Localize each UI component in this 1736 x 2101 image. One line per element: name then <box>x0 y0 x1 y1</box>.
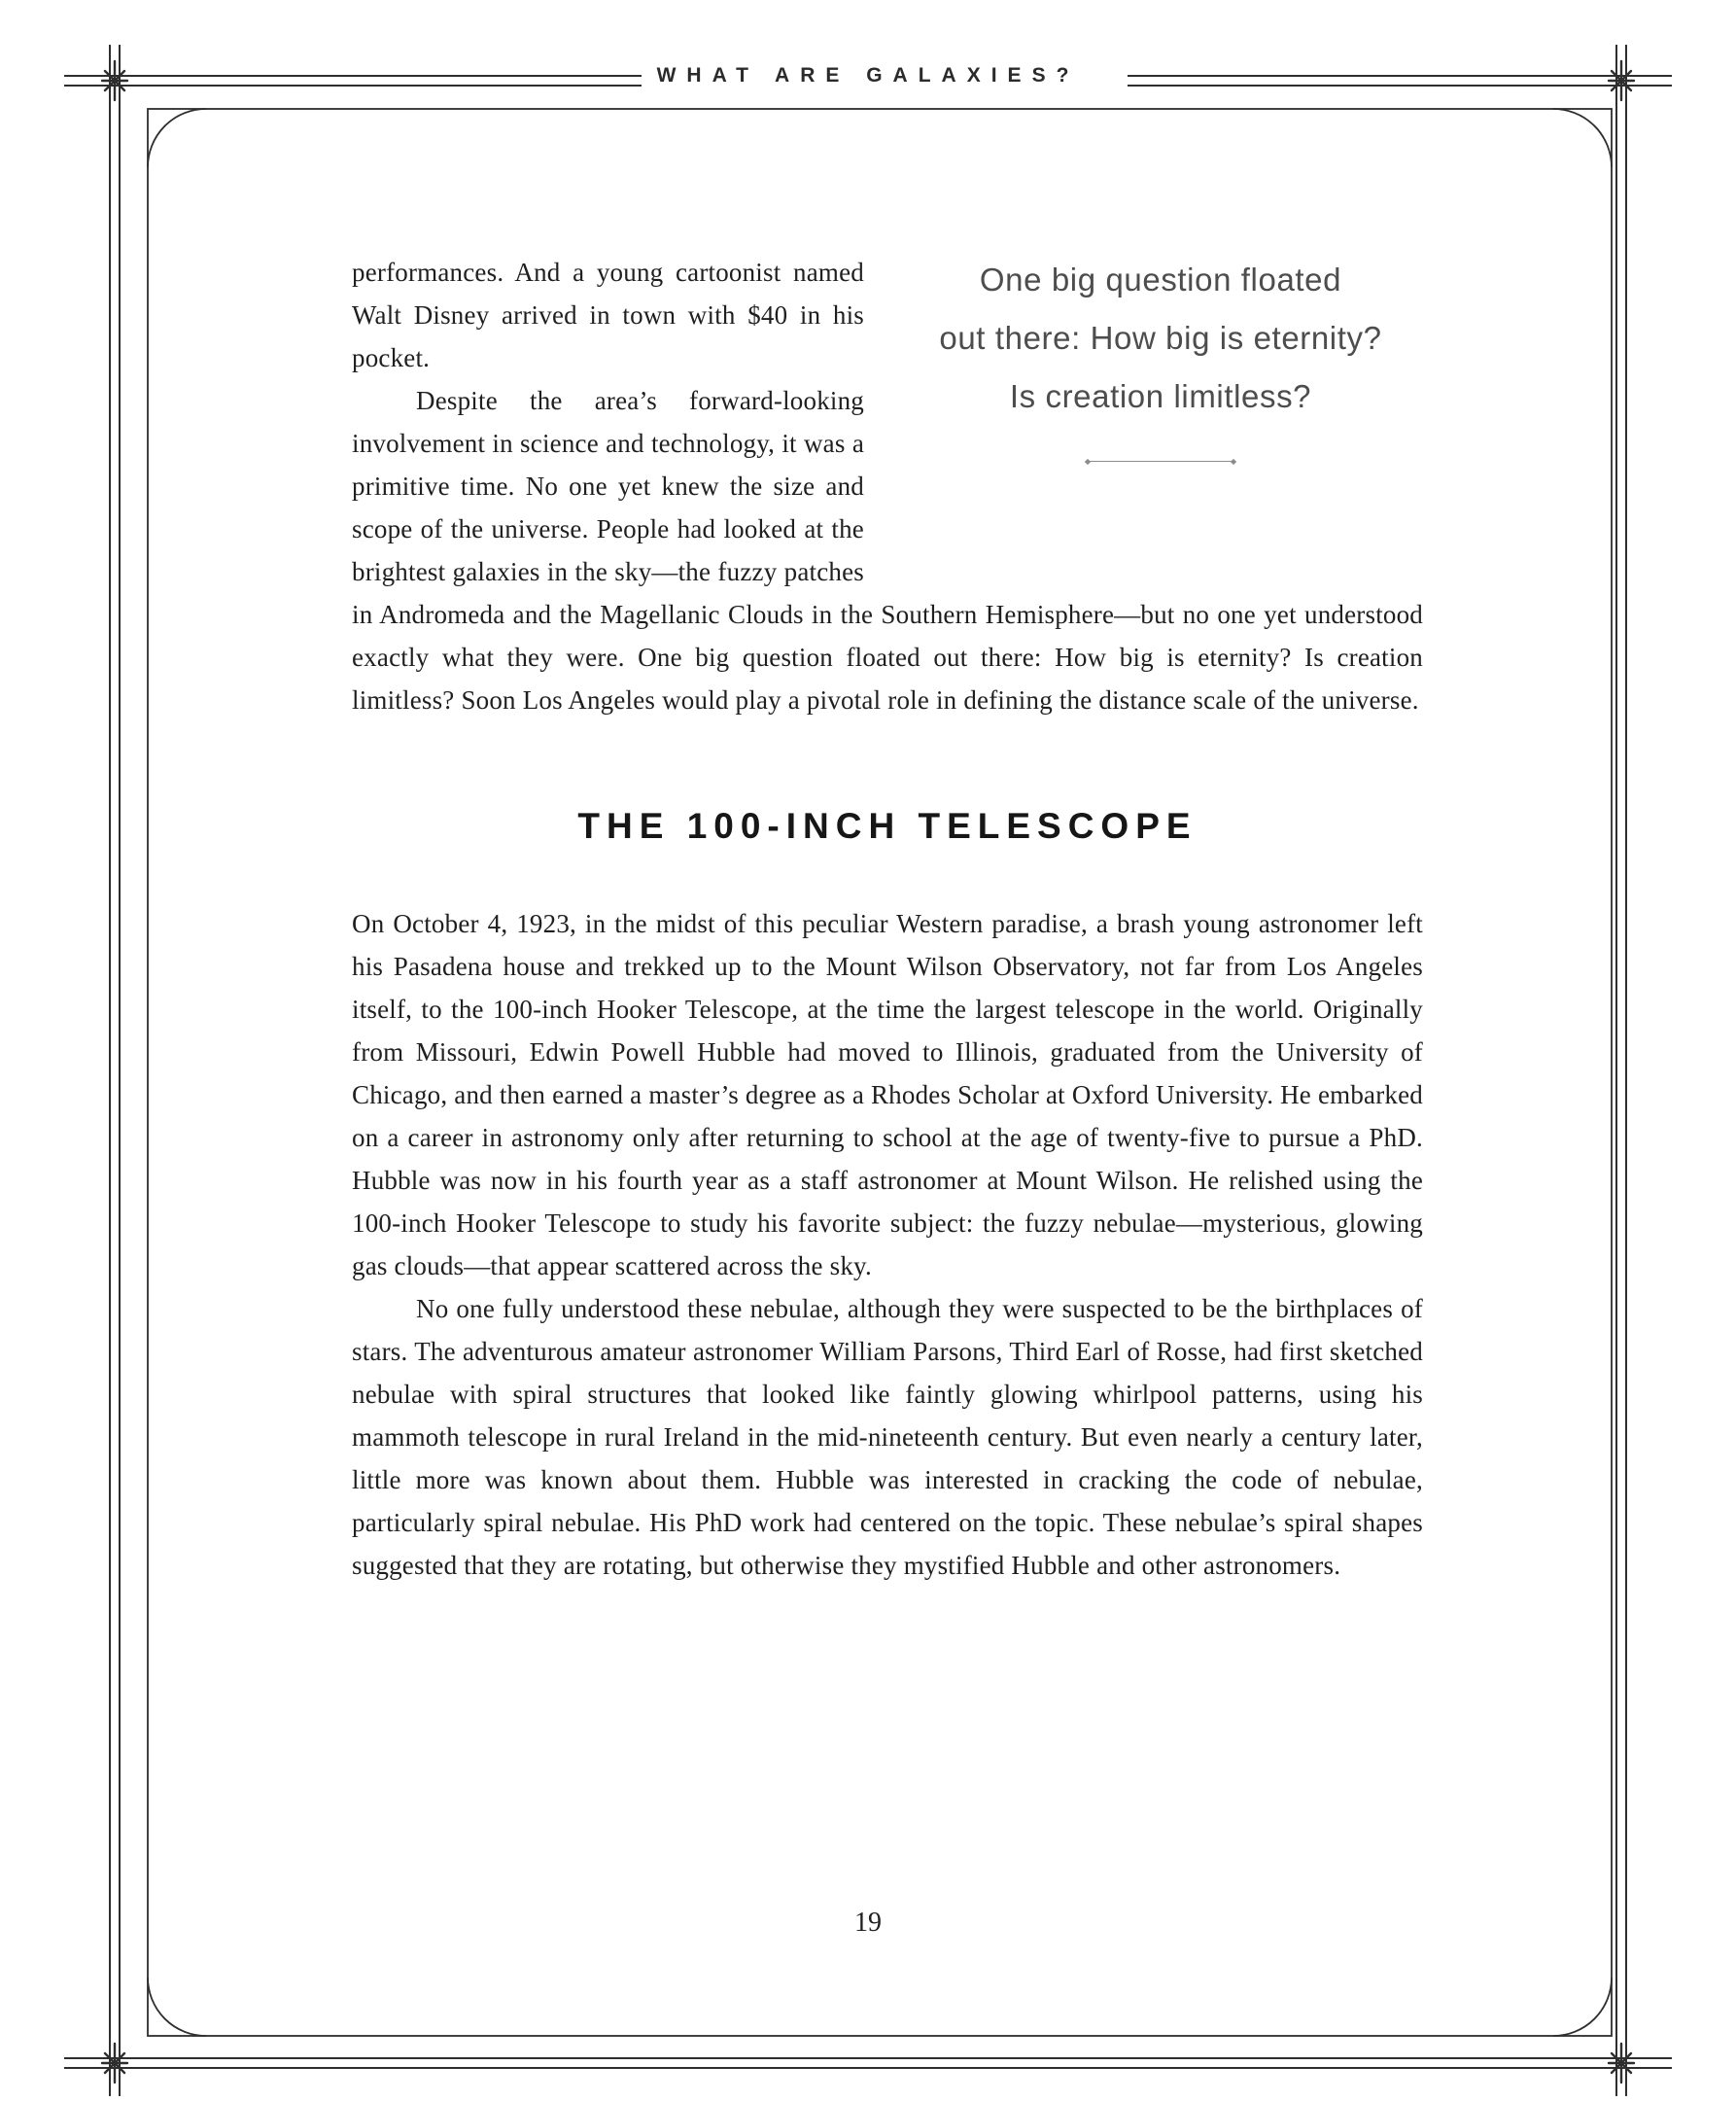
pull-quote-text <box>898 251 1423 426</box>
running-header: WHAT ARE GALAXIES? <box>656 64 1080 87</box>
pull-quote-line: out there: How big is eternity? <box>939 320 1382 356</box>
corner-star-icon <box>102 2044 127 2083</box>
section-heading: THE 100-INCH TELESCOPE <box>577 806 1198 846</box>
body-paragraph: performances. And a young cartoonist named Walt Disney arrived in town with $40 in his pocket. <box>352 258 864 372</box>
body-paragraph: Despite the area’s forward-looking involvement in science and technology, it was a primitive time. No one yet knew the size and scope of the universe. People had looked at the brightest galaxies in the sky—the fuzzy patches in Andromeda and the Magellanic Clouds in the Southern Hemisphere—but no one yet understood exactly what they were. One big question floated out there: How big is eternity? Is creation limitless? Soon Los Angeles would play a pivotal role in defining the distance scale of the universe. <box>352 386 1423 715</box>
pull-quote-line: One big question floated <box>979 262 1342 298</box>
page-number: 19 <box>854 1908 882 1938</box>
page-content <box>352 251 1423 1587</box>
pull-quote-divider <box>1088 461 1233 462</box>
pull-quote <box>864 251 1423 577</box>
pull-quote-line: Is creation limitless? <box>1009 378 1312 414</box>
body-paragraph: On October 4, 1923, in the midst of this peculiar Western paradise, a brash young astronomer left his Pasadena house and trekked up to the Mount Wilson Observatory, not far from Los Angeles itself, to the 100-inch Hooker Telescope, at the time the largest telescope in the world. Originally from Missouri, Edwin Powell Hubble had moved to Illinois, graduated from the University of Chicago, and then earned a master’s degree as a Rhodes Scholar at Oxford University. He embarked on a career in astronomy only after returning to school at the age of twenty-five to pursue a PhD. Hubble was now in his fourth year as a staff astronomer at Mount Wilson. He relished using the 100-inch Hooker Telescope to study his favorite subject: the fuzzy nebulae—mysterious, glowing gas clouds—that appear scattered across the sky. <box>352 909 1423 1280</box>
corner-star-icon <box>1609 2044 1634 2083</box>
body-paragraph: No one fully understood these nebulae, although they were suspected to be the birthplaces of stars. The adventurous amateur astronomer William Parsons, Third Earl of Rosse, had first sketched nebulae with spiral structures that looked like faintly glowing whirlpool patterns, using his mammoth telescope in rural Ireland in the mid-nineteenth century. But even nearly a century later, little more was known about them. Hubble was interested in cracking the code of nebulae, particularly spiral nebulae. His PhD work had centered on the topic. These nebulae’s spiral shapes suggested that they are rotating, but otherwise they mystified Hubble and other astronomers. <box>352 1294 1423 1580</box>
